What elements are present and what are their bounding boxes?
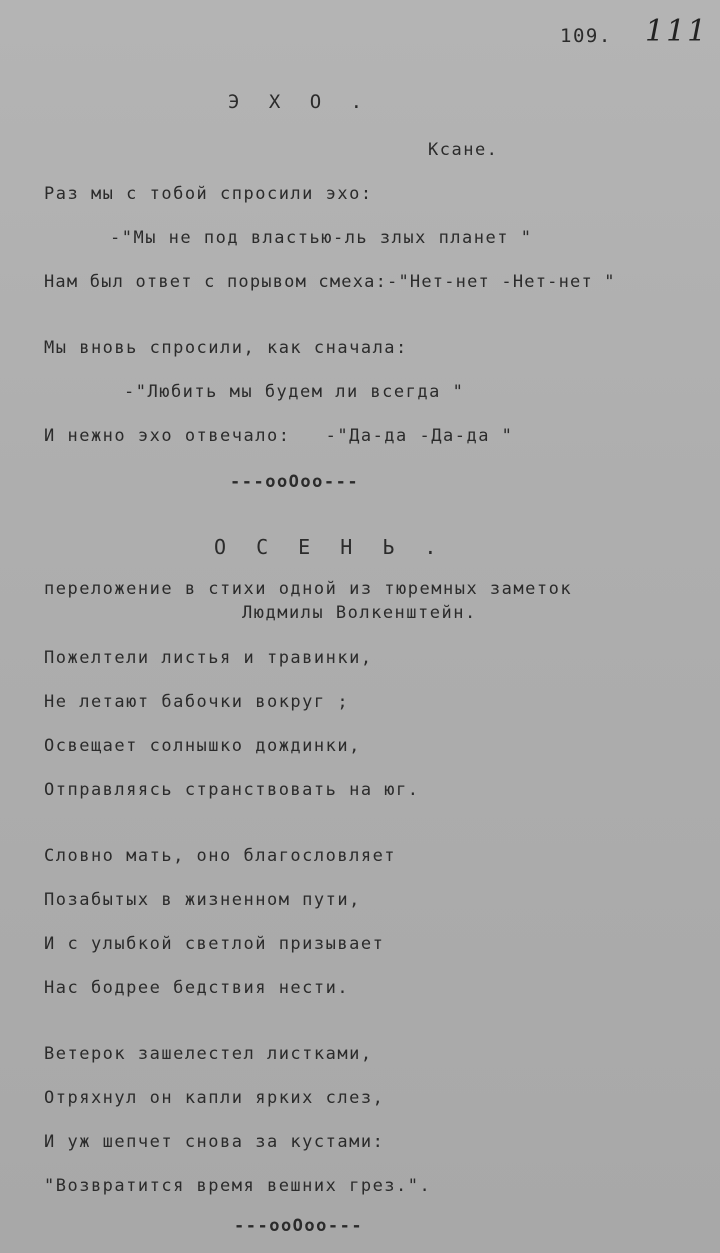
poem2-line-3: Освещает солнышко дождинки, — [44, 736, 361, 756]
poem1-dedication: Ксане. — [428, 140, 499, 160]
poem1-separator: ---ooOoo--- — [230, 472, 360, 492]
poem1-title: Э Х О . — [228, 91, 372, 113]
poem1-line-4: Мы вновь спросили, как сначала: — [44, 338, 408, 358]
poem2-subtitle-2: Людмилы Волкенштейн. — [242, 603, 477, 623]
poem2-line-10: Отряхнул он капли ярких слез, — [44, 1088, 385, 1108]
poem2-line-6: Позабытых в жизненном пути, — [44, 890, 361, 910]
poem1-line-5: -"Любить мы будем ли всегда " — [124, 382, 465, 402]
poem2-subtitle-1: переложение в стихи одной из тюремных заметок — [44, 579, 573, 599]
poem2-line-12: "Возвратится время вешних грез.". — [44, 1176, 432, 1196]
poem2-line-5: Словно мать, оно благословляет — [44, 846, 397, 866]
page-number: 109. — [560, 25, 612, 47]
poem2-title: О С Е Н Ь . — [214, 535, 446, 559]
poem1-line-3: Нам был ответ с порывом смеха:-"Нет-нет -Нет-нет " — [44, 272, 616, 292]
poem2-line-1: Пожелтели листья и травинки, — [44, 648, 373, 668]
poem2-line-4: Отправляясь странствовать на юг. — [44, 780, 420, 800]
poem2-line-8: Нас бодрее бедствия нести. — [44, 978, 350, 998]
poem2-line-2: Не летают бабочки вокруг ; — [44, 692, 350, 712]
poem1-line-1: Раз мы с тобой спросили эхо: — [44, 184, 373, 204]
poem2-line-7: И с улыбкой светлой призывает — [44, 934, 385, 954]
poem2-line-9: Ветерок зашелестел листками, — [44, 1044, 373, 1064]
poem1-line-2: -"Мы не под властью-ль злых планет " — [110, 228, 533, 248]
handwritten-page-number: 111 — [645, 14, 709, 49]
poem2-line-11: И уж шепчет снова за кустами: — [44, 1132, 385, 1152]
poem2-separator: ---ooOoo--- — [234, 1216, 364, 1236]
poem1-line-6: И нежно эхо отвечало: -"Да-да -Да-да " — [44, 426, 514, 446]
